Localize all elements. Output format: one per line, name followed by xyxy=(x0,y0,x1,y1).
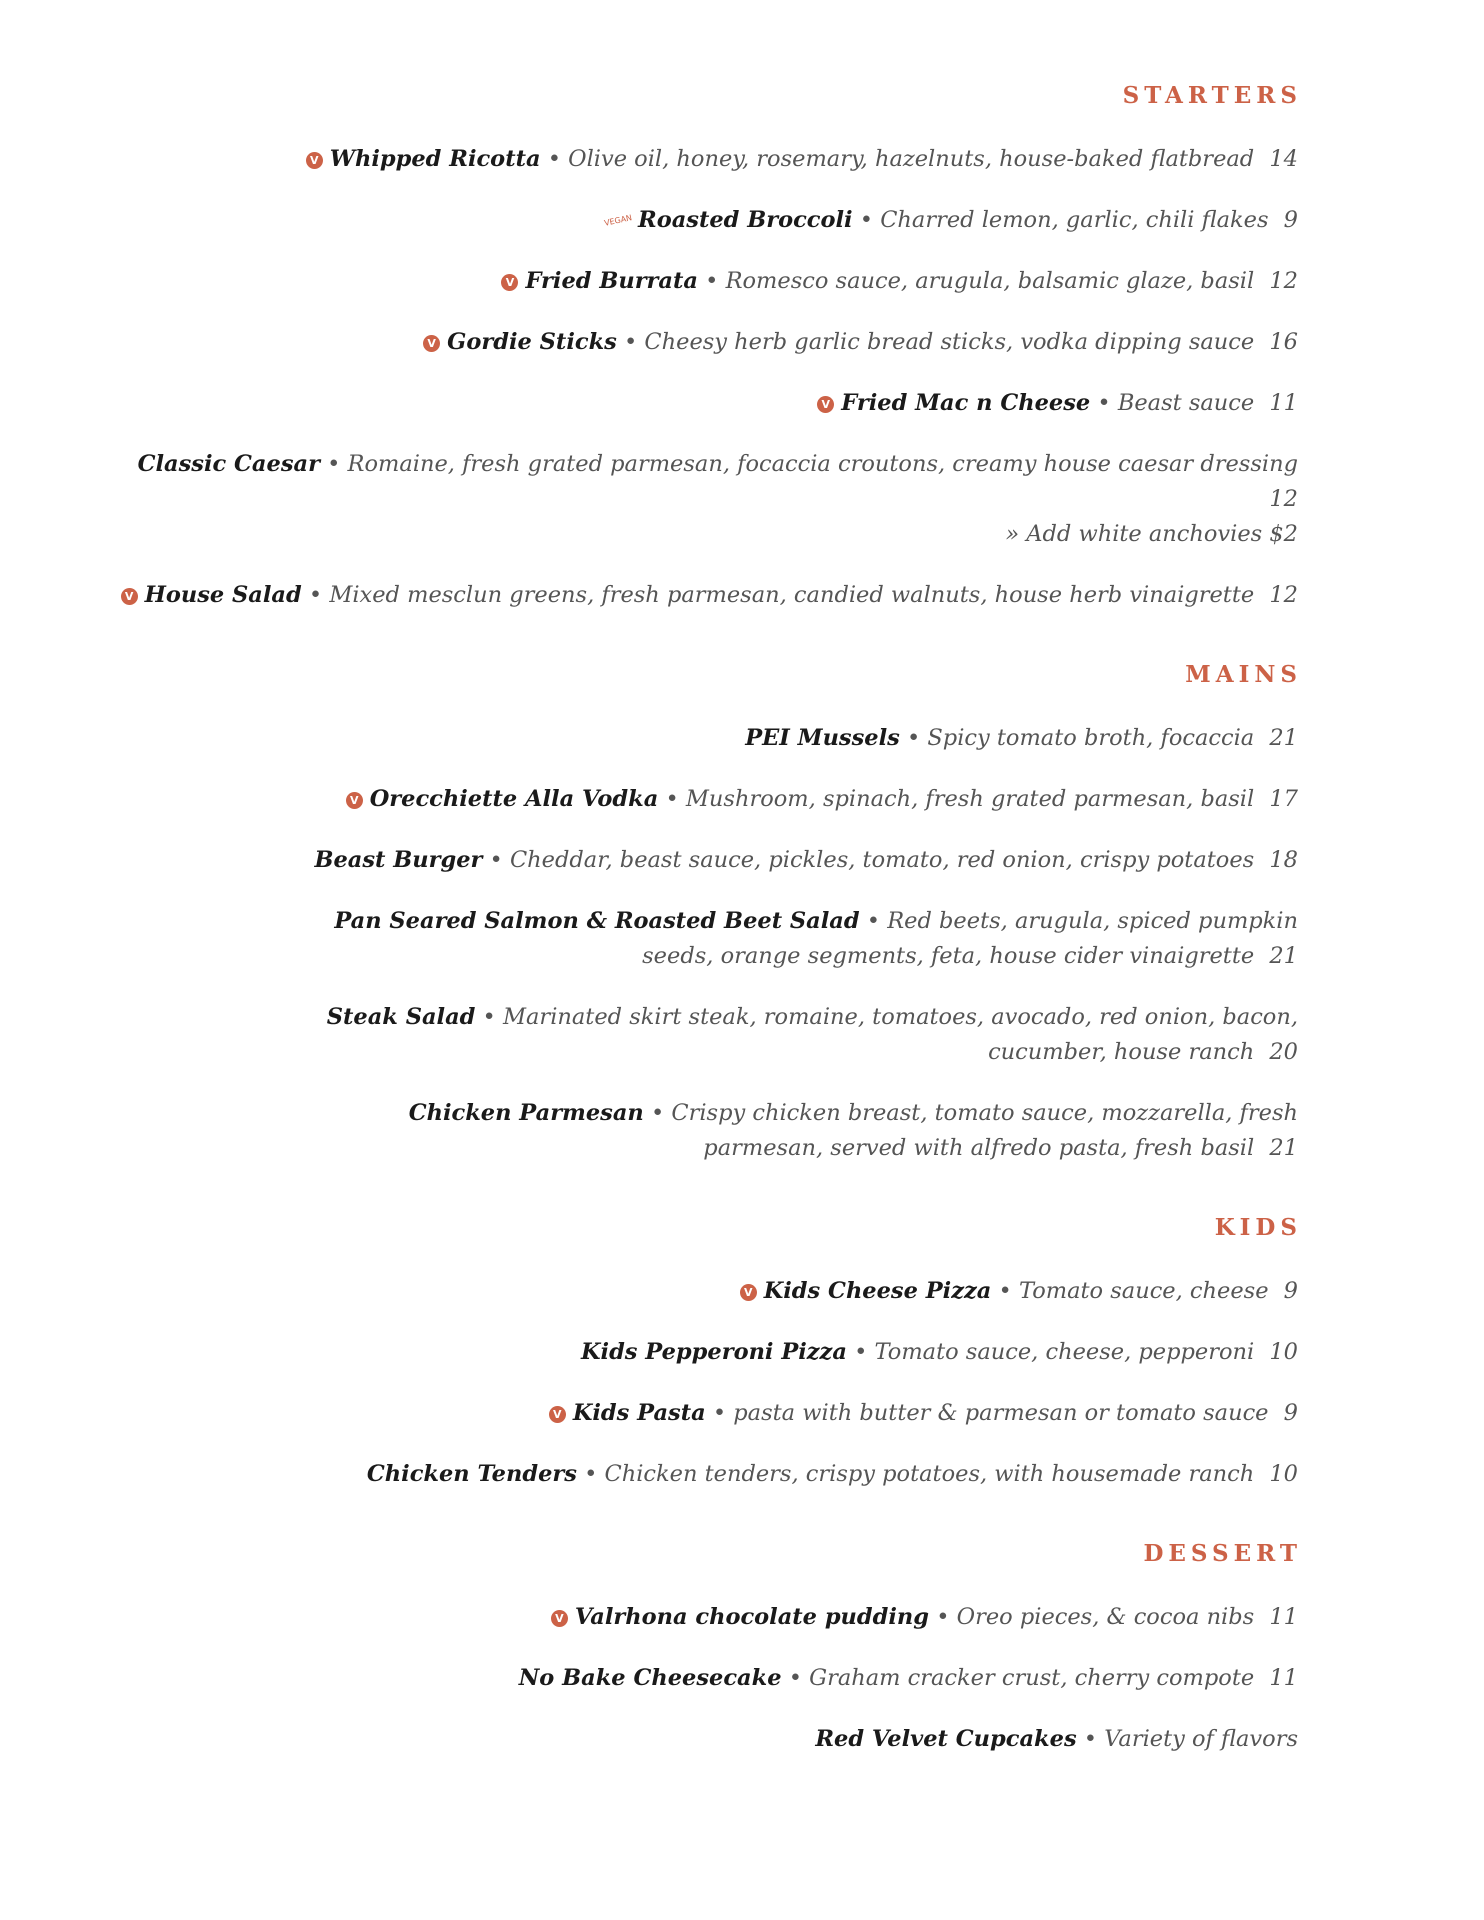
item-description: seeds, orange segments, feta, house cider vinaigrette xyxy=(642,943,1255,969)
item-description: Romaine, fresh grated parmesan, focaccia croutons, creamy house caesar dressing xyxy=(347,451,1298,477)
item-name: Beast Burger xyxy=(314,847,483,873)
item-name: Orecchiette Alla Vodka xyxy=(369,786,659,812)
item-name: Classic Caesar xyxy=(137,451,320,477)
item-name: Fried Mac n Cheese xyxy=(841,390,1091,416)
item-description: Oreo pieces, & cocoa nibs xyxy=(956,1604,1255,1630)
item-price: 9 xyxy=(1283,207,1298,233)
item-description: Marinated skirt steak, romaine, tomatoes, avocado, red onion, bacon, xyxy=(502,1004,1298,1030)
menu-item-no-bake-cheesecake: No Bake Cheesecake • Graham cracker crust, cherry compote 11 xyxy=(518,1665,1298,1691)
item-price: 14 xyxy=(1269,146,1298,172)
item-price: 11 xyxy=(1269,1604,1298,1630)
menu-item-gordie-sticks: V Gordie Sticks • Cheesy herb garlic bread sticks, vodka dipping sauce 16 xyxy=(118,325,1298,360)
item-price: 11 xyxy=(1269,1665,1298,1691)
item-name: Whipped Ricotta xyxy=(329,146,541,172)
item-name: No Bake Cheesecake xyxy=(518,1665,782,1691)
menu-item-classic-caesar: Classic Caesar • Romaine, fresh grated parmesan, focaccia croutons, creamy house caesar dressing 12 » Add white anchovies $2 xyxy=(118,447,1298,552)
item-description: Charred lemon, garlic, chili flakes xyxy=(880,207,1269,233)
item-name: Steak Salad xyxy=(326,1004,476,1030)
item-name: Chicken Parmesan xyxy=(408,1100,644,1126)
item-description: Mushroom, spinach, fresh grated parmesan, basil xyxy=(685,786,1255,812)
vegan-icon: VEGAN xyxy=(603,213,633,228)
section-title-starters: STARTERS xyxy=(1122,82,1302,109)
item-price: 21 xyxy=(1269,725,1298,751)
item-price: 21 xyxy=(1269,1135,1298,1161)
section-title-mains: MAINS xyxy=(1185,661,1302,688)
item-name: Chicken Tenders xyxy=(366,1461,577,1487)
item-price: 9 xyxy=(1283,1278,1298,1304)
item-description: Spicy tomato broth, focaccia xyxy=(927,725,1255,751)
menu-item-roasted-broccoli: VEGAN Roasted Broccoli • Charred lemon, garlic, chili flakes 9 xyxy=(118,203,1298,238)
item-description: Red beets, arugula, spiced pumpkin xyxy=(887,908,1298,934)
item-description: Olive oil, honey, rosemary, hazelnuts, house-baked flatbread xyxy=(568,146,1255,172)
menu-item-beast-burger: Beast Burger • Cheddar, beast sauce, pickles, tomato, red onion, crispy potatoes 18 xyxy=(314,847,1298,873)
vegetarian-icon: V xyxy=(740,1284,757,1301)
item-price: 20 xyxy=(1269,1039,1298,1065)
item-price: 10 xyxy=(1269,1339,1298,1365)
menu-item-house-salad: V House Salad • Mixed mesclun greens, fresh parmesan, candied walnuts, house herb vinaigrette 12 xyxy=(118,578,1298,613)
item-price: 18 xyxy=(1269,847,1298,873)
menu-item-orecchiette-alla-vodka: V Orecchiette Alla Vodka • Mushroom, spinach, fresh grated parmesan, basil 17 xyxy=(118,782,1298,817)
menu-item-kids-pepperoni-pizza: Kids Pepperoni Pizza • Tomato sauce, cheese, pepperoni 10 xyxy=(580,1339,1298,1365)
item-name: Kids Pasta xyxy=(572,1400,706,1426)
item-name: House Salad xyxy=(144,582,302,608)
item-description: Variety of flavors xyxy=(1104,1726,1298,1752)
item-price: 17 xyxy=(1269,786,1298,812)
item-name: Red Velvet Cupcakes xyxy=(815,1726,1077,1752)
item-price: 9 xyxy=(1283,1400,1298,1426)
item-price: 12 xyxy=(1269,582,1298,608)
item-description: pasta with butter & parmesan or tomato sauce xyxy=(733,1400,1269,1426)
vegetarian-icon: V xyxy=(423,335,440,352)
menu-item-pei-mussels: PEI Mussels • Spicy tomato broth, focaccia 21 xyxy=(745,725,1298,751)
item-price: 16 xyxy=(1269,329,1298,355)
item-name: Valrhona chocolate pudding xyxy=(574,1604,930,1630)
item-description: Tomato sauce, cheese xyxy=(1018,1278,1269,1304)
vegetarian-icon: V xyxy=(306,152,323,169)
menu-item-fried-mac-n-cheese: V Fried Mac n Cheese • Beast sauce 11 xyxy=(118,386,1298,421)
item-name: Gordie Sticks xyxy=(447,329,617,355)
item-description: Chicken tenders, crispy potatoes, with housemade ranch xyxy=(604,1461,1255,1487)
item-description: Crispy chicken breast, tomato sauce, mozzarella, fresh xyxy=(671,1100,1298,1126)
menu-item-red-velvet-cupcakes: Red Velvet Cupcakes • Variety of flavors xyxy=(815,1726,1298,1752)
vegetarian-icon: V xyxy=(551,1610,568,1627)
item-price: 12 xyxy=(1269,268,1298,294)
menu-item-chicken-tenders: Chicken Tenders • Chicken tenders, crispy potatoes, with housemade ranch 10 xyxy=(366,1461,1298,1487)
item-price: 12 xyxy=(1269,486,1298,512)
item-name: Pan Seared Salmon & Roasted Beet Salad xyxy=(334,908,860,934)
item-price: 11 xyxy=(1269,390,1298,416)
item-description: Romesco sauce, arugula, balsamic glaze, basil xyxy=(725,268,1255,294)
vegetarian-icon: V xyxy=(817,396,834,413)
item-description: cucumber, house ranch xyxy=(988,1039,1255,1065)
item-price: 10 xyxy=(1269,1461,1298,1487)
item-name: Roasted Broccoli xyxy=(638,207,853,233)
vegetarian-icon: V xyxy=(549,1406,566,1423)
section-mains xyxy=(118,659,1302,1166)
menu-item-chicken-parmesan: Chicken Parmesan • Crispy chicken breast, tomato sauce, mozzarella, fresh parmesan, served with alfredo pasta, fresh basil 21 xyxy=(408,1100,1298,1161)
item-name: PEI Mussels xyxy=(745,725,900,751)
item-description: Graham cracker crust, cherry compote xyxy=(809,1665,1255,1691)
menu-item-kids-pasta: V Kids Pasta • pasta with butter & parmesan or tomato sauce 9 xyxy=(118,1396,1298,1431)
vegetarian-icon: V xyxy=(121,588,138,605)
section-starters xyxy=(118,80,1302,613)
item-description: Mixed mesclun greens, fresh parmesan, candied walnuts, house herb vinaigrette xyxy=(329,582,1255,608)
vegetarian-icon: V xyxy=(346,792,363,809)
item-description: Tomato sauce, cheese, pepperoni xyxy=(874,1339,1255,1365)
menu-item-whipped-ricotta: V Whipped Ricotta • Olive oil, honey, rosemary, hazelnuts, house-baked flatbread 14 xyxy=(118,142,1298,177)
menu-item-pan-seared-salmon: Pan Seared Salmon & Roasted Beet Salad • Red beets, arugula, spiced pumpkin seeds, orange segments, feta, house cider vinaigrette 21 xyxy=(334,908,1298,969)
item-price: 21 xyxy=(1269,943,1298,969)
item-addon: » Add white anchovies $2 xyxy=(1005,521,1298,547)
menu-item-kids-cheese-pizza: V Kids Cheese Pizza • Tomato sauce, cheese 9 xyxy=(118,1274,1298,1309)
menu-item-fried-burrata: V Fried Burrata • Romesco sauce, arugula, balsamic glaze, basil 12 xyxy=(118,264,1298,299)
item-description: parmesan, served with alfredo pasta, fresh basil xyxy=(703,1135,1255,1161)
section-title-dessert: DESSERT xyxy=(1143,1540,1302,1567)
section-kids xyxy=(118,1212,1302,1492)
item-description: Cheddar, beast sauce, pickles, tomato, red onion, crispy potatoes xyxy=(509,847,1255,873)
section-title-kids: KIDS xyxy=(1214,1214,1302,1241)
item-description: Cheesy herb garlic bread sticks, vodka dipping sauce xyxy=(644,329,1255,355)
menu-item-valrhona-chocolate-pudding: V Valrhona chocolate pudding • Oreo pieces, & cocoa nibs 11 xyxy=(118,1600,1298,1635)
menu xyxy=(118,80,1302,1783)
menu-item-steak-salad: Steak Salad • Marinated skirt steak, romaine, tomatoes, avocado, red onion, bacon, cucumber, house ranch 20 xyxy=(326,1004,1298,1065)
vegetarian-icon: V xyxy=(501,274,518,291)
item-description: Beast sauce xyxy=(1117,390,1255,416)
section-dessert xyxy=(118,1538,1302,1757)
item-name: Kids Cheese Pizza xyxy=(763,1278,992,1304)
item-name: Kids Pepperoni Pizza xyxy=(580,1339,847,1365)
item-name: Fried Burrata xyxy=(525,268,698,294)
